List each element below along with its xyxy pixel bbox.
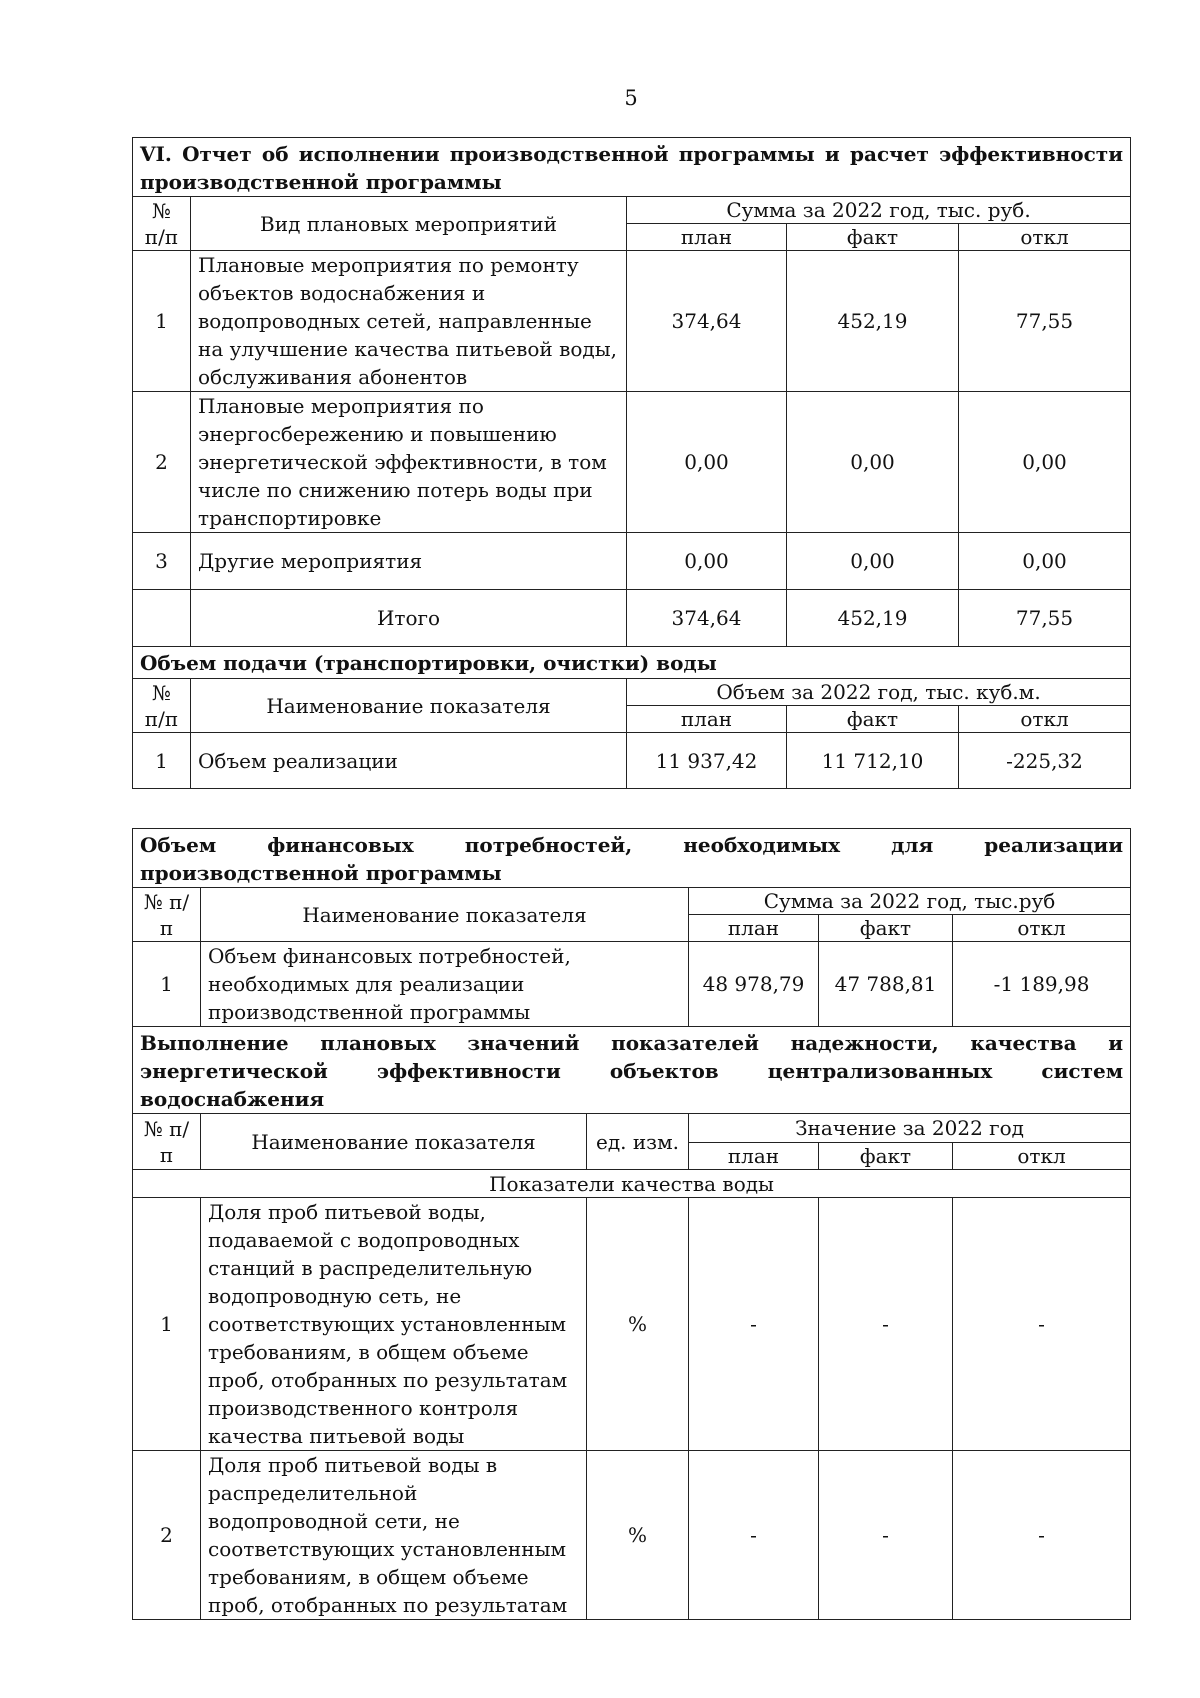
total-number-cell bbox=[133, 590, 191, 647]
row-fact: 47 788,81 bbox=[819, 942, 953, 1027]
row-fact: - bbox=[819, 1198, 953, 1451]
col-header-number: № п/п bbox=[133, 1114, 201, 1170]
table-row bbox=[133, 942, 1131, 1027]
col-header-activity: Вид плановых мероприятий bbox=[191, 197, 627, 251]
row-plan: 0,00 bbox=[627, 533, 787, 590]
row-plan: 374,64 bbox=[627, 251, 787, 392]
col-header-number: № п/п bbox=[133, 679, 191, 733]
table-row bbox=[133, 733, 1131, 789]
row-plan: 48 978,79 bbox=[689, 942, 819, 1027]
row-fact: - bbox=[819, 1451, 953, 1620]
row-activity: Плановые мероприятия по ремонту объектов водоснабжения и водопроводных сетей, направленные на улучшение качества питьевой воды, обслуживания абонентов bbox=[191, 251, 627, 392]
total-fact: 452,19 bbox=[787, 590, 959, 647]
col-header-plan: план bbox=[627, 224, 787, 251]
row-deviation: -225,32 bbox=[959, 733, 1131, 789]
row-number: 2 bbox=[133, 392, 191, 533]
table-row bbox=[133, 1451, 1131, 1620]
row-number: 1 bbox=[133, 251, 191, 392]
col-header-number: № п/п bbox=[133, 197, 191, 251]
row-activity: Другие мероприятия bbox=[191, 533, 627, 590]
col-header-volume: Объем за 2022 год, тыс. куб.м. bbox=[627, 679, 1131, 706]
row-fact: 0,00 bbox=[787, 392, 959, 533]
col-header-sum: Сумма за 2022 год, тыс. руб. bbox=[627, 197, 1131, 224]
col-header-fact: факт bbox=[787, 224, 959, 251]
row-plan: 11 937,42 bbox=[627, 733, 787, 789]
col-header-plan: план bbox=[627, 706, 787, 733]
col-header-fact: факт bbox=[819, 1143, 953, 1170]
row-deviation: 0,00 bbox=[959, 392, 1131, 533]
row-number: 2 bbox=[133, 1451, 201, 1620]
row-fact: 0,00 bbox=[787, 533, 959, 590]
section-title: Выполнение плановых значений показателей надежности, качества и энергетической эффективности объектов централизованных систем водоснабжения bbox=[133, 1027, 1131, 1114]
row-fact: 11 712,10 bbox=[787, 733, 959, 789]
col-header-plan: план bbox=[689, 1143, 819, 1170]
row-deviation: -1 189,98 bbox=[953, 942, 1131, 1027]
row-indicator: Доля проб питьевой воды в распределительной водопроводной сети, не соответствующих установленным требованиям, в общем объеме проб, отобранных по результатам bbox=[201, 1451, 587, 1620]
section-title: Объем подачи (транспортировки, очистки) воды bbox=[133, 647, 1131, 679]
col-header-indicator: Наименование показателя bbox=[201, 1114, 587, 1170]
col-header-fact: факт bbox=[787, 706, 959, 733]
financial-and-quality-table bbox=[132, 828, 1131, 1620]
col-header-deviation: откл bbox=[953, 915, 1131, 942]
total-row bbox=[133, 590, 1131, 647]
table-row bbox=[133, 251, 1131, 392]
row-deviation: 0,00 bbox=[959, 533, 1131, 590]
subheader-water-quality: Показатели качества воды bbox=[133, 1170, 1131, 1198]
row-plan: - bbox=[689, 1198, 819, 1451]
row-activity: Плановые мероприятия по энергосбережению и повышению энергетической эффективности, в том числе по снижению потерь воды при транспортировке bbox=[191, 392, 627, 533]
table-row bbox=[133, 1198, 1131, 1451]
table-row bbox=[133, 533, 1131, 590]
row-number: 1 bbox=[133, 733, 191, 789]
row-deviation: - bbox=[953, 1451, 1131, 1620]
production-program-report-table bbox=[132, 137, 1131, 789]
total-deviation: 77,55 bbox=[959, 590, 1131, 647]
section-title: VI. Отчет об исполнении производственной программы и расчет эффективности производственной программы bbox=[133, 138, 1131, 197]
col-header-number: № п/п bbox=[133, 888, 201, 942]
row-deviation: 77,55 bbox=[959, 251, 1131, 392]
col-header-deviation: откл bbox=[953, 1143, 1131, 1170]
col-header-deviation: откл bbox=[959, 224, 1131, 251]
row-deviation: - bbox=[953, 1198, 1131, 1451]
row-plan: 0,00 bbox=[627, 392, 787, 533]
col-header-fact: факт bbox=[819, 915, 953, 942]
col-header-value: Значение за 2022 год bbox=[689, 1114, 1131, 1143]
row-indicator: Объем реализации bbox=[191, 733, 627, 789]
total-plan: 374,64 bbox=[627, 590, 787, 647]
table-row bbox=[133, 392, 1131, 533]
col-header-sum: Сумма за 2022 год, тыс.руб bbox=[689, 888, 1131, 915]
row-indicator: Доля проб питьевой воды, подаваемой с водопроводных станций в распределительную водопроводную сеть, не соответствующих установленным требованиям, в общем объеме проб, отобранных по результатам производственного контроля качества питьевой воды bbox=[201, 1198, 587, 1451]
row-number: 3 bbox=[133, 533, 191, 590]
row-fact: 452,19 bbox=[787, 251, 959, 392]
col-header-indicator: Наименование показателя bbox=[191, 679, 627, 733]
row-plan: - bbox=[689, 1451, 819, 1620]
col-header-indicator: Наименование показателя bbox=[201, 888, 689, 942]
row-number: 1 bbox=[133, 942, 201, 1027]
col-header-plan: план bbox=[689, 915, 819, 942]
row-indicator: Объем финансовых потребностей, необходимых для реализации производственной программы bbox=[201, 942, 689, 1027]
row-unit: % bbox=[587, 1451, 689, 1620]
section-title: Объем финансовых потребностей, необходимых для реализации производственной программы bbox=[133, 829, 1131, 888]
total-label: Итого bbox=[191, 590, 627, 647]
row-number: 1 bbox=[133, 1198, 201, 1451]
row-unit: % bbox=[587, 1198, 689, 1451]
col-header-unit: ед. изм. bbox=[587, 1114, 689, 1170]
col-header-deviation: откл bbox=[959, 706, 1131, 733]
page-number: 5 bbox=[624, 86, 638, 110]
